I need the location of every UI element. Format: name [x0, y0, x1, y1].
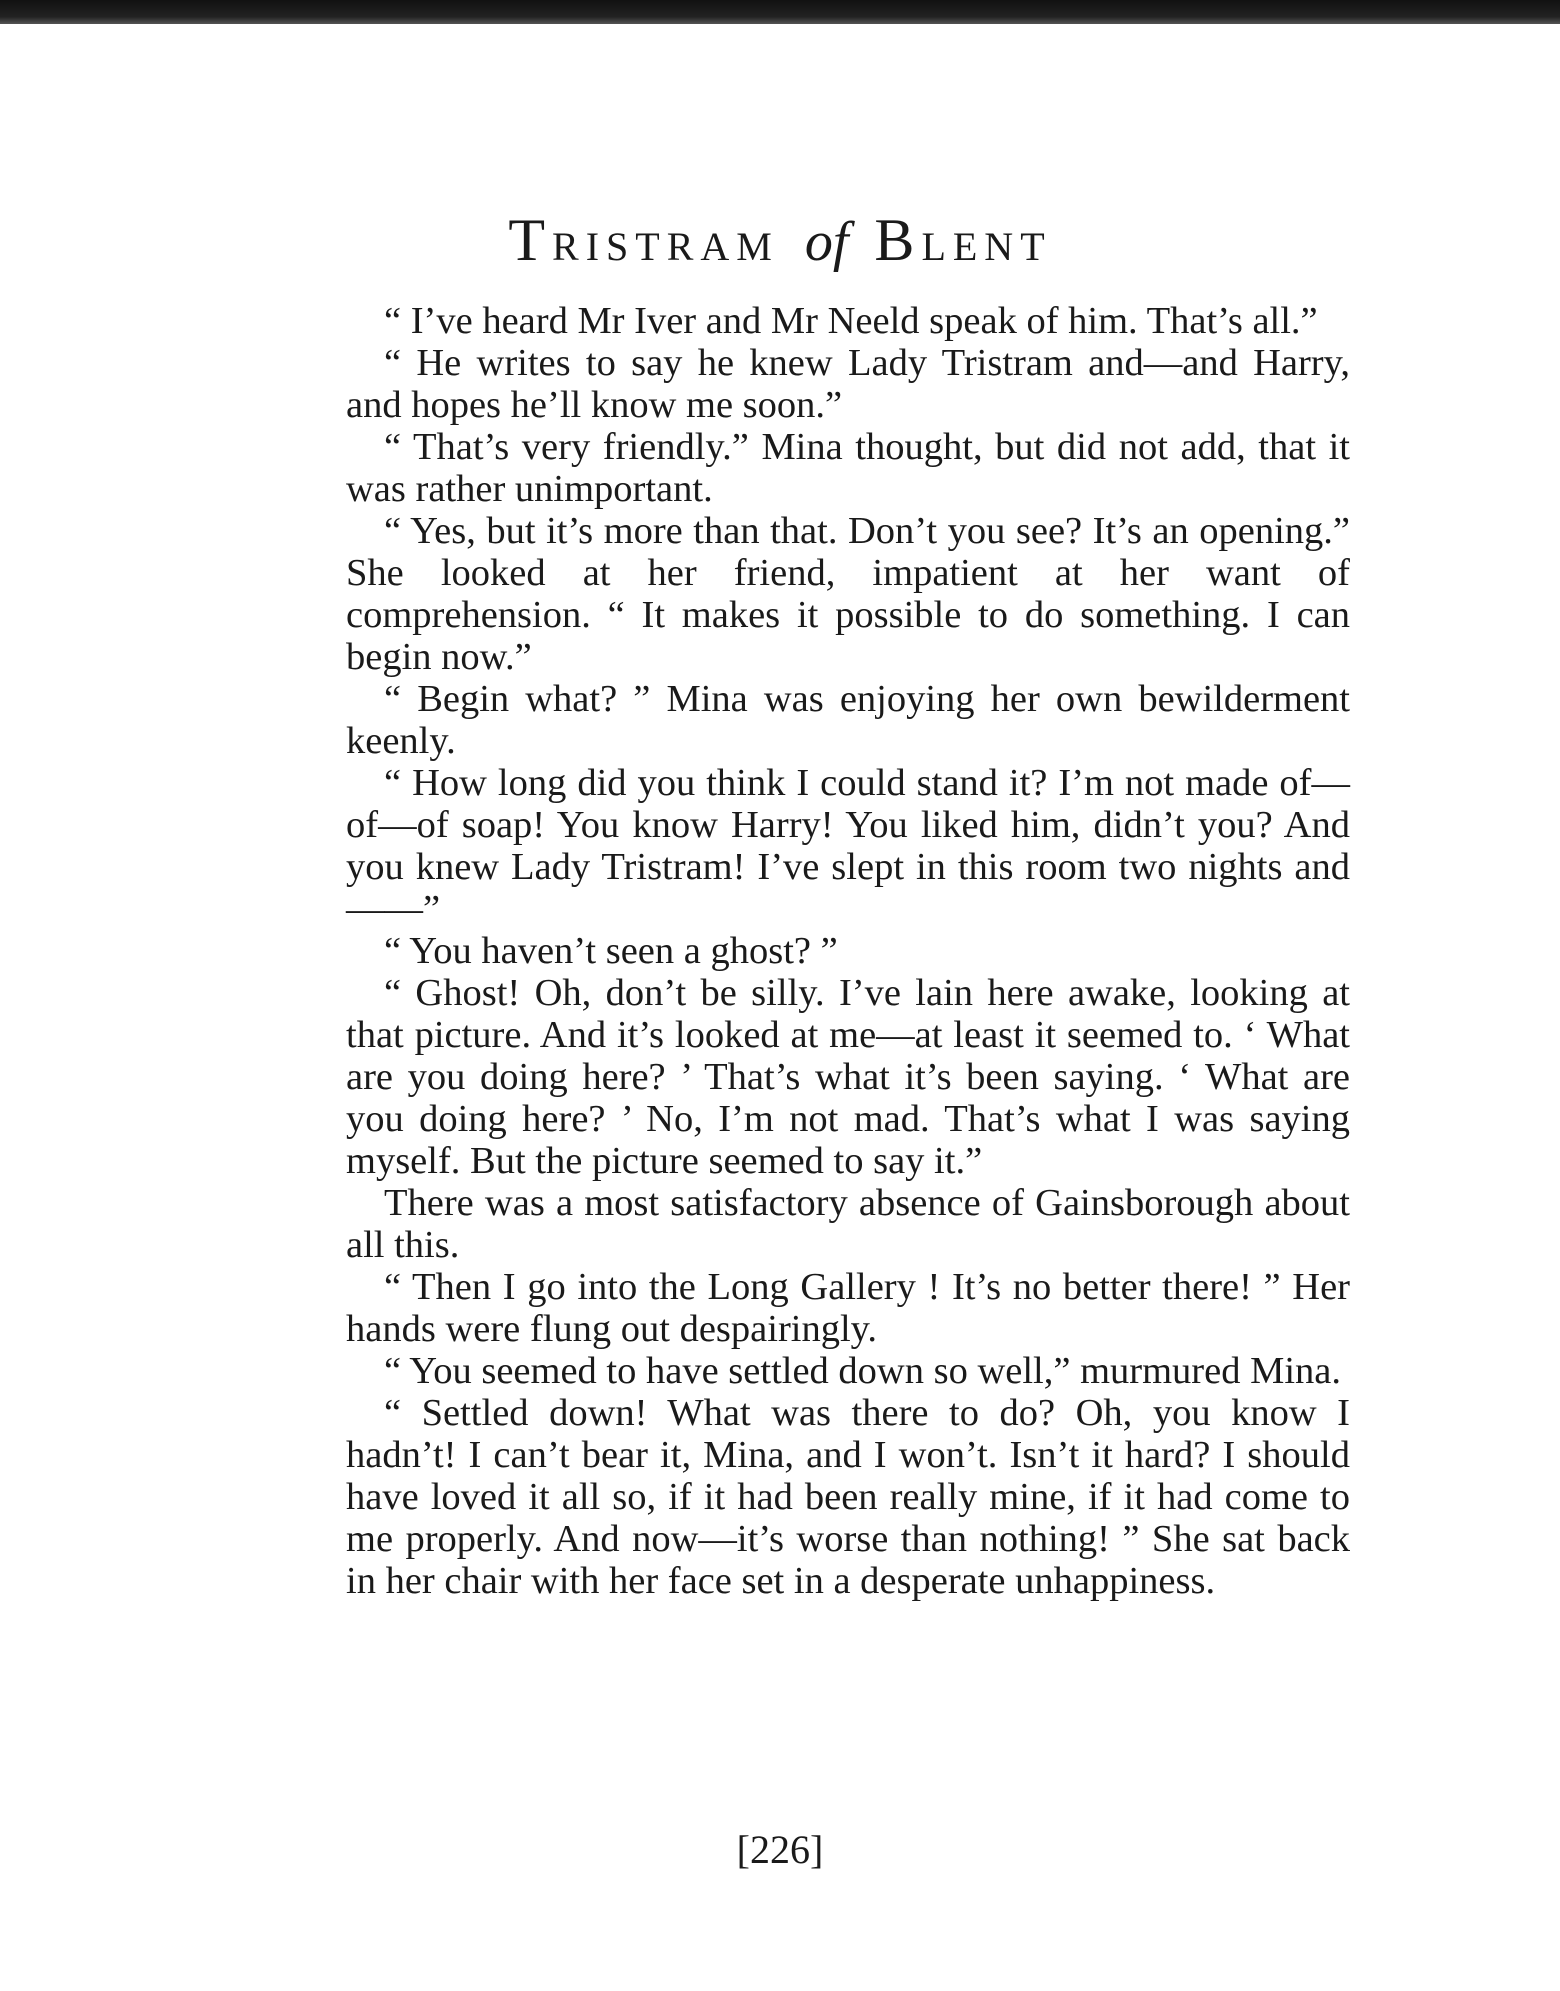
paragraph-10: “ Then I go into the Long Gallery ! It’s no better there! ” Her hands were flung out despairingly. [346, 1266, 1350, 1350]
running-head-tristram: RISTRAM [552, 224, 779, 269]
paragraph-2: “ He writes to say he knew Lady Tristram and—and Harry, and hopes he’ll know me soon.” [346, 342, 1350, 426]
scan-border [0, 0, 1560, 24]
running-head-initial-t: T [508, 207, 553, 273]
body-text [346, 300, 1350, 1602]
paragraph-1: “ I’ve heard Mr Iver and Mr Neeld speak of him. That’s all.” [384, 300, 1318, 342]
paragraph-9: There was a most satisfactory absence of Gainsborough about all this. [346, 1182, 1350, 1266]
paragraph-6: “ How long did you think I could stand it? I’m not made of—of—of soap! You know Harry! You liked him, didn’t you? And you knew Lady Tristram! I’ve slept in this room two nights and——” [346, 762, 1350, 930]
running-head-initial-b: B [874, 207, 922, 273]
paragraph-8: “ Ghost! Oh, don’t be silly. I’ve lain here awake, looking at that picture. And it’s looked at me—at least it seemed to. ‘ What are you doing here? ’ That’s what it’s been saying. ‘ What are you doing here? ’ No, I’m not mad. That’s what I was saying myself. But the picture seemed to say it.” [346, 972, 1350, 1182]
page-number: [226] [736, 1827, 824, 1872]
paragraph-7: “ You haven’t seen a ghost? ” [384, 930, 838, 972]
running-head-of: of [804, 211, 849, 273]
paragraph-5: “ Begin what? ” Mina was enjoying her own bewilderment keenly. [346, 678, 1350, 762]
paragraph-11: “ You seemed to have settled down so well,” murmured Mina. [384, 1350, 1341, 1392]
running-head [0, 205, 1560, 282]
paragraph-12: “ Settled down! What was there to do? Oh, you know I hadn’t! I can’t bear it, Mina, and I won’t. Isn’t it hard? I should have loved it all so, if it had been really mine, if it had come to me properly. And now—it’s worse than nothing! ” She sat back in her chair with her face set in a desperate unhappiness. [346, 1392, 1350, 1602]
paragraph-4: “ Yes, but it’s more than that. Don’t you see? It’s an opening.” She looked at her friend, impatient at her want of comprehension. “ It makes it possible to do something. I can begin now.” [346, 510, 1350, 678]
paragraph-3: “ That’s very friendly.” Mina thought, but did not add, that it was rather unimportant. [346, 426, 1350, 510]
running-head-blent: LENT [921, 224, 1052, 269]
